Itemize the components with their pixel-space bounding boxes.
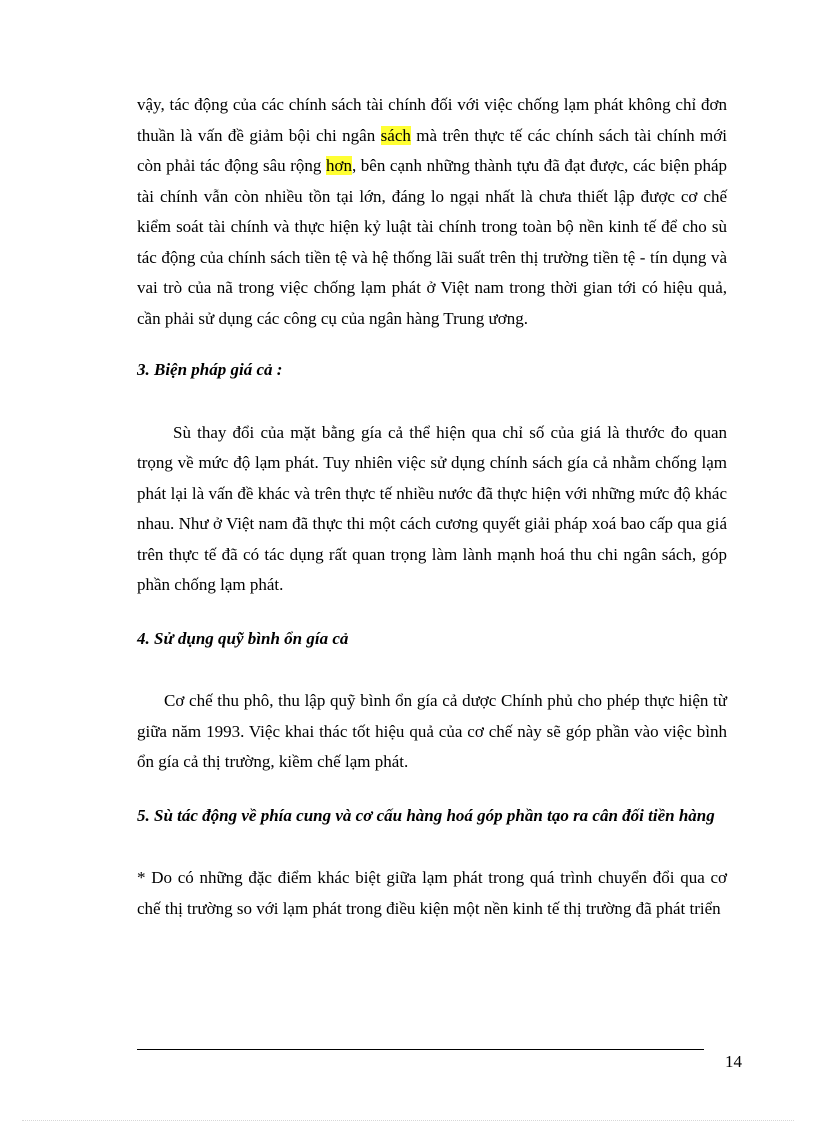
paragraph-text: vậy, tác động của các chính sách tài chính đối với việc chống lạm phát không chỉ đơn thuần là vấn đề giảm bội chi ngân bbox=[137, 95, 727, 145]
paragraph-price-measures: Sù thay đổi của mặt bằng gía cả thể hiện qua chỉ số của giá là thước đo quan trọng về mức độ lạm phát. Tuy nhiên việc sử dụng chính sách gía cả nhằm chống lạm phát lại là vấn đề khác và trên thực tế nhiều nước đã thực hiện với những mức độ khác nhau. Như ở Việt nam đã thực thi một cách cương quyết giải pháp xoá bao cấp qua giá trên thực tế đã có tác dụng rất quan trọng làm lành mạnh hoá thu chi ngân sách, góp phần chống lạm phát. bbox=[137, 422, 727, 594]
document-body bbox=[137, 90, 727, 924]
spacer bbox=[137, 778, 727, 801]
paragraph-financial-policy bbox=[137, 90, 727, 334]
spacer bbox=[137, 654, 727, 686]
footer-divider bbox=[137, 1049, 704, 1050]
highlighted-word: hơn bbox=[325, 156, 352, 175]
paragraph-stabilization-fund: Cơ chế thu phô, thu lập quỹ bình ổn gía cả dược Chính phủ cho phép thực hiện từ giữa năm 1993. Việc khai thác tốt hiệu quả của cơ chế này sẽ góp phần vào việc bình ổn gía cả thị trường, kiềm chế lạm phát. bbox=[137, 691, 727, 771]
highlighted-word: sách bbox=[380, 125, 411, 145]
paragraph-text: , bên cạnh những thành tựu đã đạt được, các biện pháp tài chính vẫn còn nhiều tồn tại lớn, đáng lo ngại nhất là chưa thiết lập được cơ chế kiểm soát tài chính và thực hiện kỷ luật tài chính trong toàn bộ nền kinh tế để cho sù tác động của chính sách tiền tệ và hệ thống lãi suất trên thị trường tiền tệ - tín dụng và vai trò của nã trong việc chống lạm phát ở Việt nam trong thời gian tới có hiệu quả, cần phải sử dụng các công cụ của ngân hàng Trung ương. bbox=[137, 156, 727, 328]
spacer bbox=[137, 831, 727, 863]
spacer bbox=[137, 334, 727, 355]
paragraph-text: mà trên thực tế các chính sách tài chính mới còn phải tác động sâu rộng bbox=[137, 125, 727, 175]
section-heading-supply-side: 5. Sù tác động về phía cung và cơ cấu hàng hoá góp phần tạo ra cân đối tiền hàng bbox=[137, 805, 715, 825]
spacer bbox=[137, 601, 727, 624]
page-bottom-edge bbox=[22, 1120, 794, 1121]
paragraph-supply-side: * Do có những đặc điểm khác biệt giữa lạm phát trong quá trình chuyển đổi qua cơ chế thị trường so với lạm phát trong điều kiện một nền kinh tế thị trường đã phát triển bbox=[137, 868, 727, 918]
page-number: 14 bbox=[725, 1052, 742, 1071]
section-heading-price-measures: 3. Biện pháp giá cả : bbox=[137, 360, 283, 379]
section-heading-stabilization-fund: 4. Sử dụng quỹ bình ổn gía cả bbox=[137, 628, 349, 648]
spacer bbox=[137, 386, 727, 418]
